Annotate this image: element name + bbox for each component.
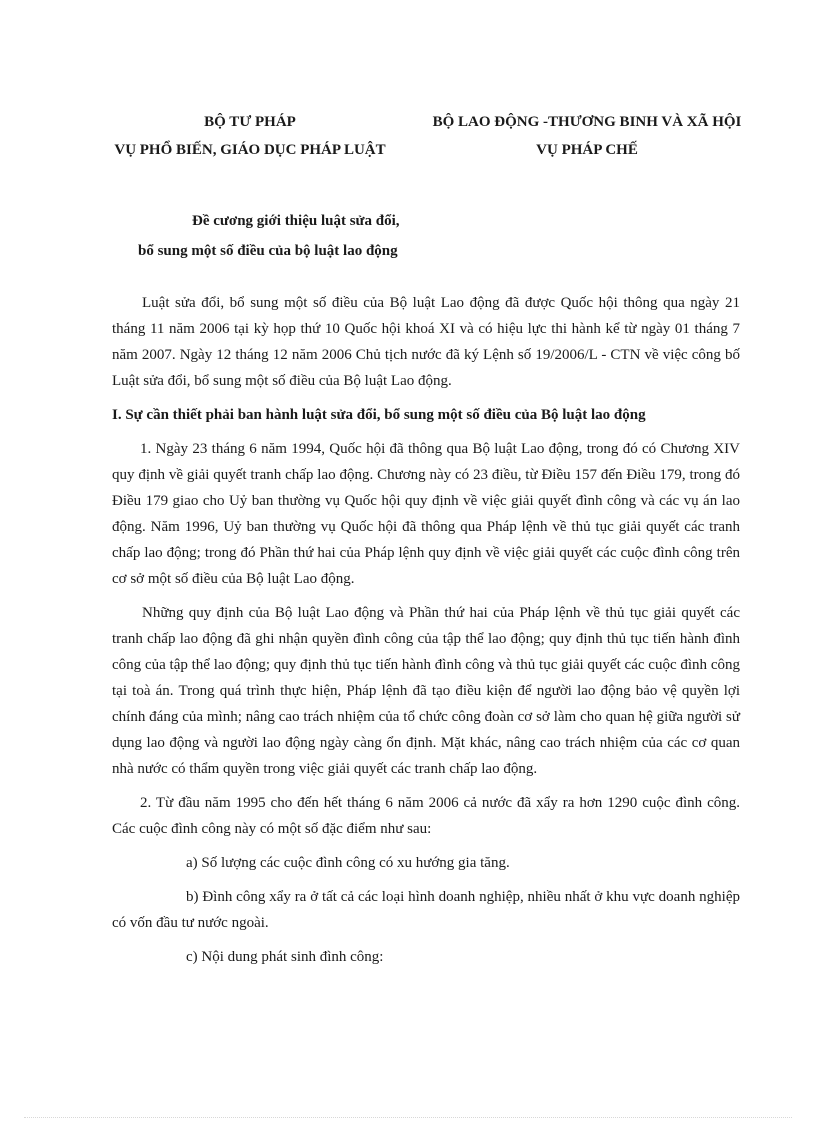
page-bottom-divider [24, 1117, 792, 1118]
ministry-of-justice: BỘ TƯ PHÁP [204, 114, 296, 130]
title-line-1: Đề cương giới thiệu luật sửa đổi, [192, 213, 400, 229]
list-item-a: a) Số lượng các cuộc đình công có xu hướng gia tăng. [186, 855, 510, 871]
list-item-c: c) Nội dung phát sinh đình công: [186, 949, 384, 965]
header-right-agency [412, 108, 762, 164]
section-1-paragraph-3: 2. Từ đầu năm 1995 cho đến hết tháng 6 năm 2006 cả nước đã xẩy ra hơn 1290 cuộc đình công. Các cuộc đình công này có một số đặc điểm như sau: [112, 795, 740, 837]
section-1-heading: I. Sự cần thiết phải ban hành luật sửa đổi, bổ sung một số điều của Bộ luật lao động [112, 407, 646, 423]
intro-paragraph: Luật sửa đổi, bổ sung một số điều của Bộ luật Lao động đã được Quốc hội thông qua ngày 21 tháng 11 năm 2006 tại kỳ họp thứ 10 Quốc hội khoá XI và có hiệu lực thi hành kể từ ngày 01 tháng 7 năm 2007. Ngày 12 tháng 12 năm 2006 Chủ tịch nước đã ký Lệnh số 19/2006/L - CTN về việc công bố Luật sửa đổi, bổ sung một số điều của Bộ luật Lao động. [112, 295, 740, 389]
section-1-paragraph-1: 1. Ngày 23 tháng 6 năm 1994, Quốc hội đã thông qua Bộ luật Lao động, trong đó có Chương XIV quy định về giải quyết tranh chấp lao động. Chương này có 23 điều, từ Điều 157 đến Điều 179, trong đó Điều 179 giao cho Uỷ ban thường vụ Quốc hội quy định về việc giải quyết đình công và các vụ án lao động. Năm 1996, Uỷ ban thường vụ Quốc hội đã thông qua Pháp lệnh về thủ tục giải quyết các tranh chấp lao động; trong đó Phần thứ hai của Pháp lệnh quy định về việc giải quyết các cuộc đình công trên cơ sở một số điều của Bộ luật Lao động. [112, 441, 740, 587]
section-1-paragraph-2: Những quy định của Bộ luật Lao động và Phần thứ hai của Pháp lệnh về thủ tục giải quyết các tranh chấp lao động đã ghi nhận quyền đình công của tập thể lao động; quy định thủ tục tiến hành đình công của tập thể lao động; quy định thủ tục tiến hành đình công và thủ tục giải quyết các cuộc đình công tại toà án. Trong quá trình thực hiện, Pháp lệnh đã tạo điều kiện để người lao động bảo vệ quyền lợi chính đáng của mình; nâng cao trách nhiệm của tổ chức công đoàn cơ sở làm cho quan hệ giữa người sử dụng lao động và người lao động ngày càng ổn định. Mặt khác, nâng cao trách nhiệm của các cơ quan nhà nước có thẩm quyền trong việc giải quyết các tranh chấp lao động. [112, 605, 740, 777]
dissemination-department: VỤ PHỔ BIẾN, GIÁO DỤC PHÁP LUẬT [114, 142, 386, 158]
ministry-of-labour: BỘ LAO ĐỘNG -THƯƠNG BINH VÀ XÃ HỘI [432, 114, 742, 130]
title-line-2: bổ sung một số điều của bộ luật lao động [138, 243, 398, 259]
header-left-agency [100, 108, 400, 164]
document-body [112, 290, 740, 978]
document-title [138, 206, 538, 266]
list-item-b: b) Đình công xẩy ra ở tất cả các loại hình doanh nghiệp, nhiều nhất ở khu vực doanh nghiệp có vốn đầu tư nước ngoài. [112, 889, 740, 931]
legal-department: VỤ PHÁP CHẾ [536, 142, 638, 158]
